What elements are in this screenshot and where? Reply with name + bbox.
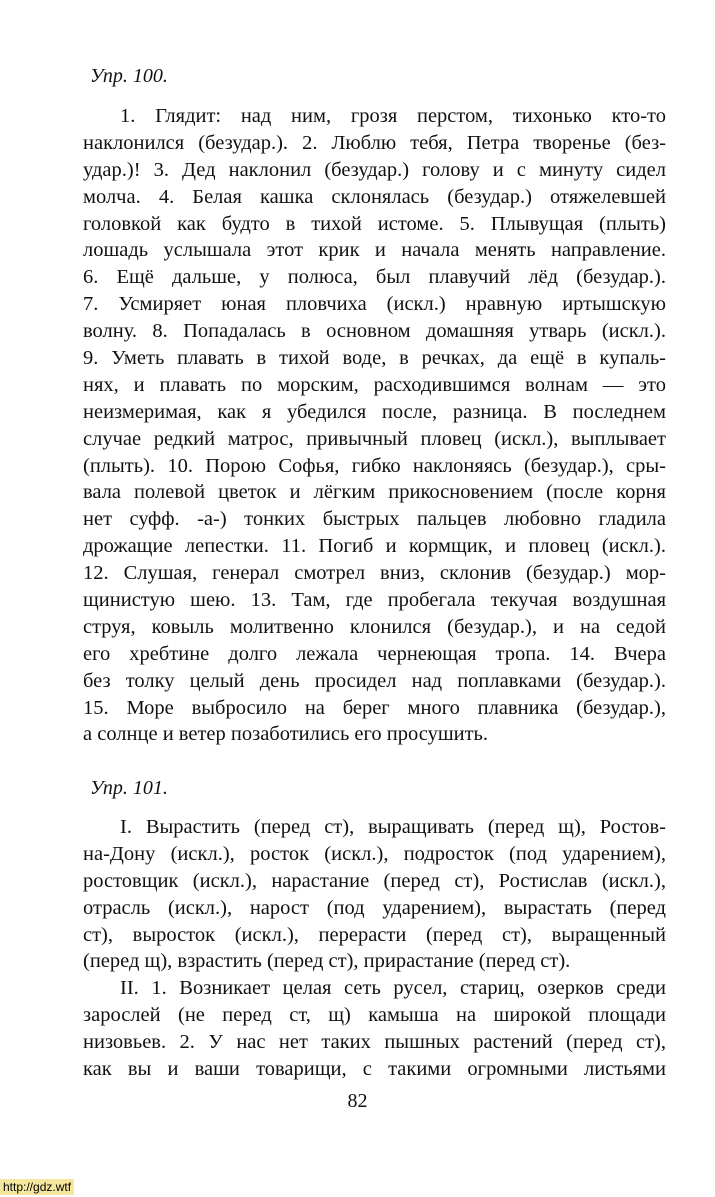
page-number: 82: [347, 1090, 368, 1112]
text-line: 9. Уметь плавать в тихой воде, в речках, да ещё в купаль-: [83, 347, 666, 370]
text-line: ростовщик (искл.), нарастание (перед ст), Ростислав (искл.),: [83, 869, 666, 892]
text-line: 15. Море выбросило на берег много плавника (безудар.),: [83, 696, 666, 719]
text-line: лошадь услышала этот крик и начала менять направление.: [83, 239, 666, 262]
text-line: его хребтине долго лежала чернеющая тропа. 14. Вчера: [83, 642, 666, 665]
text-line: неизмеримая, как я убедился после, разница. В последнем: [83, 400, 666, 423]
text-line: молча. 4. Белая кашка склонялась (безудар.) отяжелевшей: [83, 185, 666, 208]
text-line: головкой как будто в тихой истоме. 5. Плывущая (плыть): [83, 212, 666, 235]
text-line: I. Вырастить (перед ст), выращивать (перед щ), Ростов-: [120, 816, 666, 838]
text-line: ст), выросток (искл.), перерасти (перед ст), выращенный: [83, 923, 666, 946]
text-line: без толку целый день просидел над поплавками (безудар.).: [83, 669, 666, 692]
text-line: низовьев. 2. У нас нет таких пышных растений (перед ст),: [83, 1031, 666, 1054]
text-line: 7. Усмиряет юная пловчиха (искл.) нравную иртышскую: [83, 293, 666, 316]
text-line: (перед щ), взрастить (перед ст), прирастание (перед ст).: [83, 950, 571, 973]
text-line: нях, и плавать по морским, расходившимся волнам — это: [83, 373, 666, 396]
text-line: дрожащие лепестки. 11. Погиб и кормщик, и пловец (искл.).: [83, 535, 666, 558]
text-line: вала полевой цветок и лёгким прикосновением (после корня: [83, 481, 666, 504]
text-line: случае редкий матрос, привычный пловец (искл.), выплывает: [83, 427, 666, 450]
text-line: как вы и ваши товарищи, с такими огромными листьями: [83, 1058, 666, 1081]
text-line: 12. Слушая, генерал смотрел вниз, склонив (безудар.) мор-: [83, 562, 666, 585]
text-line: струя, ковыль молитвенно клонился (безудар.), и на седой: [83, 615, 666, 638]
text-line: наклонился (безудар.). 2. Люблю тебя, Петра творенье (без-: [83, 131, 666, 154]
text-line: (плыть). 10. Порою Софья, гибко наклоняясь (безудар.), сры-: [83, 454, 666, 477]
text-line: волну. 8. Попадалась в основном домашняя утварь (искл.).: [83, 320, 666, 343]
exercise-100-title: Упр. 100.: [90, 65, 168, 87]
text-line: II. 1. Возникает целая сеть русел, стариц, озерков среди: [120, 977, 666, 1000]
exercise-101-text: [83, 814, 666, 1083]
text-line: 6. Ещё дальше, у полюса, был плавучий лёд (безудар.).: [83, 266, 666, 289]
text-line: удар.)! 3. Дед наклонил (безудар.) голову и с минуту сидел: [83, 158, 666, 181]
exercise-101-title: Упр. 101.: [90, 777, 168, 799]
text-line: нет суфф. -а-) тонких быстрых пальцев любовно гладила: [83, 508, 666, 531]
text-line: щинистую шею. 13. Там, где пробегала текучая воздушная: [83, 589, 666, 612]
text-line: отрасль (искл.), нарост (под ударением), вырастать (перед: [83, 896, 666, 919]
text-line: зарослей (не перед ст, щ) камыша на широкой площади: [83, 1004, 666, 1027]
text-line: на-Дону (искл.), росток (искл.), подросток (под ударением),: [83, 842, 666, 865]
text-line: а солнце и ветер позаботились его просушить.: [83, 723, 489, 746]
text-line: 1. Глядит: над ним, грозя перстом, тихонько кто-то: [120, 105, 666, 127]
watermark-link[interactable]: http://gdz.wtf: [0, 1179, 74, 1195]
exercise-100-text: [83, 103, 666, 748]
